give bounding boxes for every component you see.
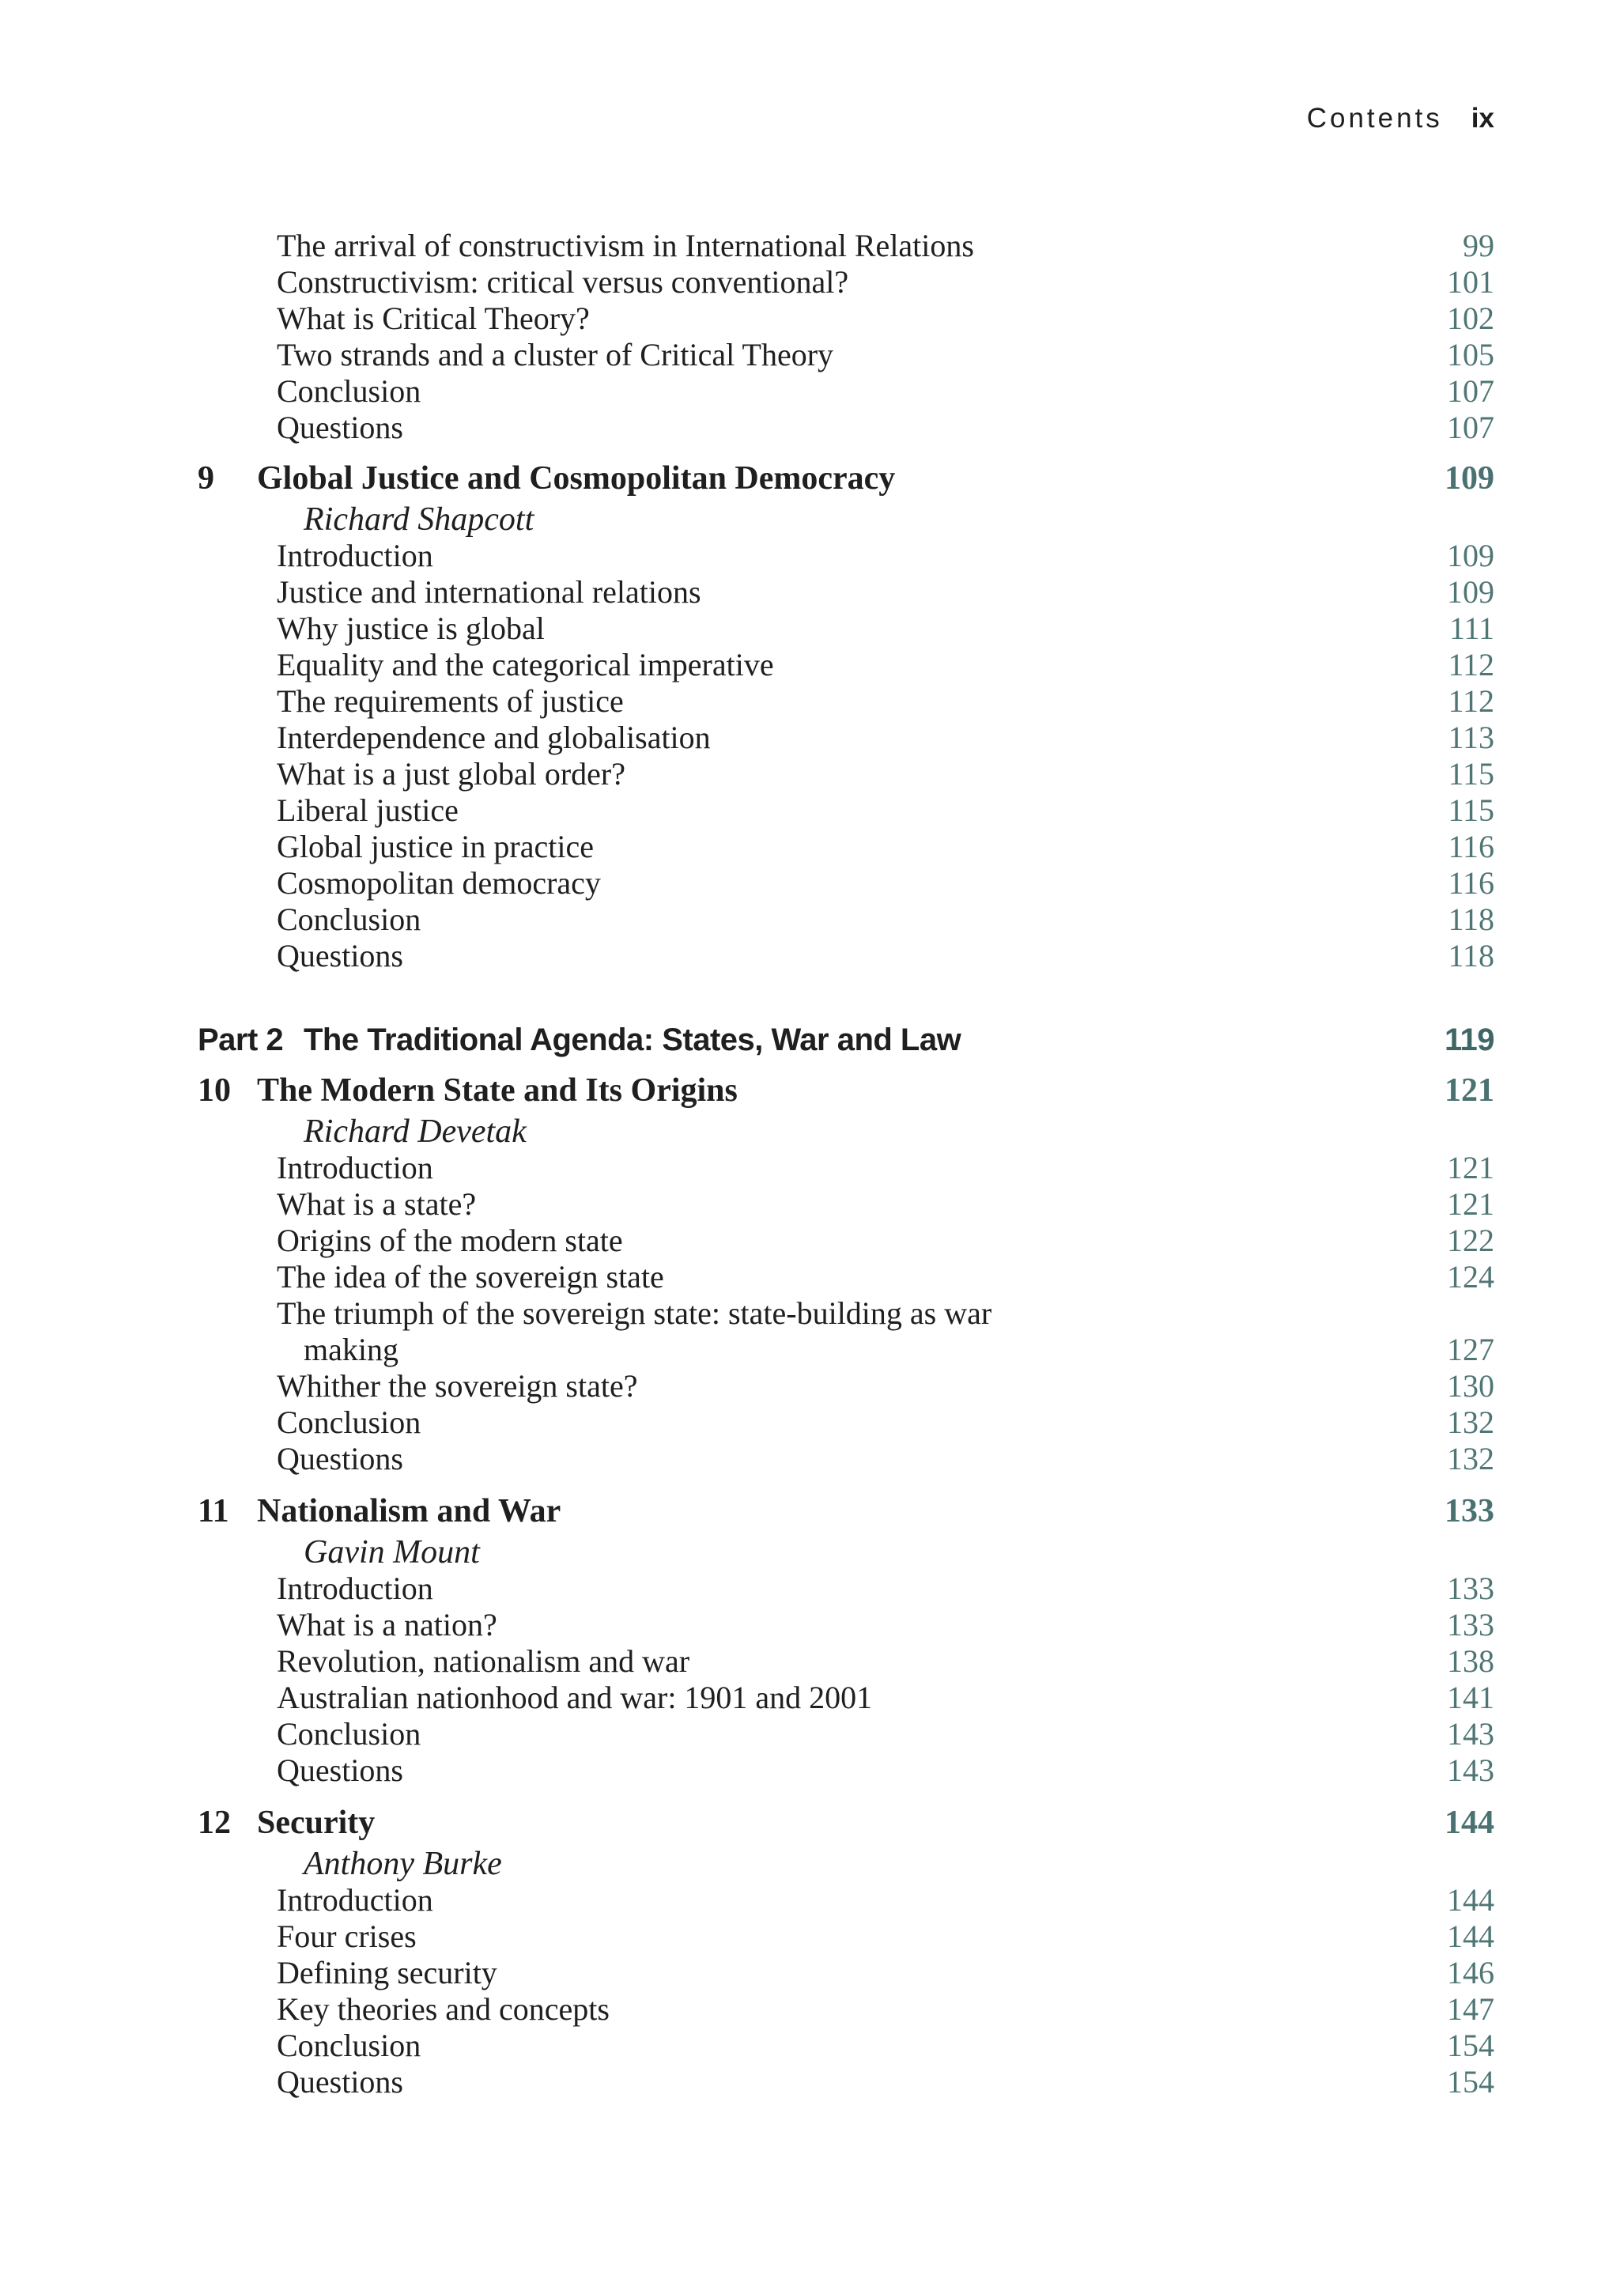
entry-page: 130	[1447, 1368, 1494, 1404]
chapter-number: 9	[198, 460, 214, 497]
entry-page: 102	[1447, 301, 1494, 336]
entry-page: 144	[1447, 1918, 1494, 1954]
entry-page: 121	[1447, 1150, 1494, 1185]
running-head-label: Contents	[1306, 103, 1443, 134]
toc-entry	[0, 938, 1624, 974]
entry-title: The idea of the sovereign state	[277, 1259, 664, 1295]
toc-entry	[0, 829, 1624, 865]
entry-title: Two strands and a cluster of Critical Theory	[277, 337, 834, 372]
chapter-author	[0, 500, 1624, 539]
entry-page: 121	[1447, 1186, 1494, 1222]
entry-title: Why justice is global	[277, 610, 545, 646]
entry-title: Australian nationhood and war: 1901 and 2001	[277, 1680, 873, 1715]
chapter-title: Security	[257, 1805, 376, 1841]
entry-title: Liberal justice	[277, 792, 459, 828]
toc-entry	[0, 792, 1624, 829]
toc-entry	[0, 228, 1624, 264]
entry-page: 116	[1448, 829, 1494, 864]
entry-page: 107	[1447, 410, 1494, 445]
toc-entry	[0, 1259, 1624, 1295]
toc-entry	[0, 1716, 1624, 1752]
toc-entry	[0, 1882, 1624, 1918]
entry-title: What is a just global order?	[277, 756, 625, 792]
entry-title: Defining security	[277, 1955, 497, 1990]
part-page: 119	[1444, 1023, 1494, 1057]
entry-title-continuation: making	[304, 1332, 398, 1367]
author-name: Anthony Burke	[304, 1846, 502, 1882]
toc-entry	[0, 410, 1624, 446]
entry-title: Introduction	[277, 1882, 433, 1918]
chapter-author	[0, 1112, 1624, 1151]
entry-title: Cosmopolitan democracy	[277, 865, 601, 901]
part-title: The Traditional Agenda: States, War and Law	[304, 1023, 961, 1057]
toc-entry	[0, 1223, 1624, 1259]
author-name: Gavin Mount	[304, 1534, 480, 1571]
chapter-heading	[0, 1803, 1624, 1843]
toc-entry	[0, 1571, 1624, 1607]
entry-title: The triumph of the sovereign state: state-building as war	[277, 1295, 992, 1331]
chapter-heading	[0, 459, 1624, 498]
entry-page: 133	[1447, 1571, 1494, 1606]
toc-entry	[0, 1295, 1624, 1332]
entry-page: 141	[1447, 1680, 1494, 1715]
entry-title: Questions	[277, 2064, 403, 2100]
chapter-page: 144	[1445, 1805, 1494, 1841]
toc-entry	[0, 683, 1624, 720]
entry-title: Conclusion	[277, 373, 421, 409]
toc-entry	[0, 301, 1624, 337]
entry-page: 118	[1448, 938, 1494, 973]
toc-entry	[0, 1150, 1624, 1186]
entry-title: Revolution, nationalism and war	[277, 1643, 690, 1679]
toc-entry	[0, 538, 1624, 574]
entry-page: 124	[1447, 1259, 1494, 1295]
toc-entry	[0, 1441, 1624, 1477]
entry-title: Conclusion	[277, 1716, 421, 1752]
chapter-page: 109	[1445, 460, 1494, 497]
entry-page: 143	[1447, 1716, 1494, 1752]
toc-entry	[0, 1991, 1624, 2028]
toc-entry	[0, 756, 1624, 792]
entry-page: 111	[1448, 610, 1494, 646]
entry-title: Introduction	[277, 538, 433, 573]
entry-title: What is a nation?	[277, 1607, 497, 1642]
chapter-author	[0, 1533, 1624, 1572]
author-name: Richard Shapcott	[304, 501, 534, 538]
entry-title: Questions	[277, 1752, 403, 1788]
entry-page: 105	[1447, 337, 1494, 372]
chapter-author	[0, 1844, 1624, 1884]
entry-title: What is a state?	[277, 1186, 477, 1222]
toc-entry	[0, 337, 1624, 373]
toc-entry	[0, 1752, 1624, 1789]
toc-entry	[0, 720, 1624, 756]
toc-entry	[0, 1918, 1624, 1955]
chapter-heading	[0, 1491, 1624, 1531]
entry-page: 122	[1447, 1223, 1494, 1258]
toc-entry	[0, 1404, 1624, 1441]
toc-entry	[0, 1186, 1624, 1223]
entry-title: Questions	[277, 938, 403, 973]
page-number: ix	[1471, 103, 1494, 134]
entry-page: 109	[1447, 574, 1494, 610]
entry-page: 146	[1447, 1955, 1494, 1990]
entry-title: Constructivism: critical versus conventional?	[277, 264, 849, 300]
entry-title: Conclusion	[277, 1404, 421, 1440]
entry-page: 154	[1447, 2064, 1494, 2100]
entry-title: Justice and international relations	[277, 574, 701, 610]
entry-page: 115	[1448, 792, 1494, 828]
chapter-page: 133	[1445, 1493, 1494, 1529]
entry-title: Key theories and concepts	[277, 1991, 610, 2027]
entry-title: Origins of the modern state	[277, 1223, 623, 1258]
part-label: Part 2	[198, 1023, 284, 1057]
entry-page: 112	[1448, 647, 1494, 682]
toc-entry	[0, 1643, 1624, 1680]
entry-page: 138	[1447, 1643, 1494, 1679]
entry-page: 133	[1447, 1607, 1494, 1642]
entry-title: Introduction	[277, 1150, 433, 1185]
toc-entry	[0, 610, 1624, 647]
toc-entry	[0, 373, 1624, 410]
toc-entry	[0, 865, 1624, 902]
entry-page: 115	[1448, 756, 1494, 792]
entry-title: Questions	[277, 1441, 403, 1476]
toc-entry-continuation	[0, 1332, 1624, 1368]
toc-entry	[0, 1607, 1624, 1643]
entry-page: 127	[1447, 1332, 1494, 1367]
entry-title: Conclusion	[277, 2028, 421, 2063]
toc-entry	[0, 264, 1624, 301]
chapter-title: The Modern State and Its Origins	[257, 1072, 738, 1109]
entry-page: 132	[1447, 1404, 1494, 1440]
entry-title: The arrival of constructivism in International Relations	[277, 228, 974, 263]
entry-title: Introduction	[277, 1571, 433, 1606]
toc-entry	[0, 2028, 1624, 2064]
entry-title: Conclusion	[277, 902, 421, 937]
entry-title: What is Critical Theory?	[277, 301, 590, 336]
entry-page: 147	[1447, 1991, 1494, 2027]
toc-entry	[0, 1368, 1624, 1404]
running-head	[1307, 103, 1494, 134]
author-name: Richard Devetak	[304, 1113, 527, 1150]
entry-title: Global justice in practice	[277, 829, 594, 864]
entry-page: 101	[1447, 264, 1494, 300]
chapter-number: 10	[198, 1072, 231, 1109]
entry-page: 116	[1448, 865, 1494, 901]
toc-entry	[0, 647, 1624, 683]
toc-entry	[0, 1680, 1624, 1716]
entry-page: 99	[1463, 228, 1494, 263]
chapter-title: Nationalism and War	[257, 1493, 561, 1529]
chapter-title: Global Justice and Cosmopolitan Democracy	[257, 460, 896, 497]
entry-title: Questions	[277, 410, 403, 445]
entry-page: 132	[1447, 1441, 1494, 1476]
entry-page: 118	[1448, 902, 1494, 937]
entry-title: The requirements of justice	[277, 683, 624, 719]
toc-entry	[0, 574, 1624, 610]
toc-entry	[0, 2064, 1624, 2100]
entry-page: 107	[1447, 373, 1494, 409]
entry-title: Interdependence and globalisation	[277, 720, 711, 755]
entry-title: Equality and the categorical imperative	[277, 647, 774, 682]
entry-page: 143	[1447, 1752, 1494, 1788]
entry-page: 113	[1448, 720, 1494, 755]
entry-title: Four crises	[277, 1918, 417, 1954]
entry-page: 144	[1447, 1882, 1494, 1918]
chapter-number: 11	[198, 1493, 229, 1529]
chapter-number: 12	[198, 1805, 231, 1841]
entry-page: 109	[1447, 538, 1494, 573]
chapter-page: 121	[1445, 1072, 1494, 1109]
entry-page: 154	[1447, 2028, 1494, 2063]
entry-title: Whither the sovereign state?	[277, 1368, 638, 1404]
toc-entry	[0, 1955, 1624, 1991]
part-heading	[0, 1020, 1624, 1060]
toc-entry	[0, 902, 1624, 938]
entry-page: 112	[1448, 683, 1494, 719]
chapter-heading	[0, 1071, 1624, 1110]
